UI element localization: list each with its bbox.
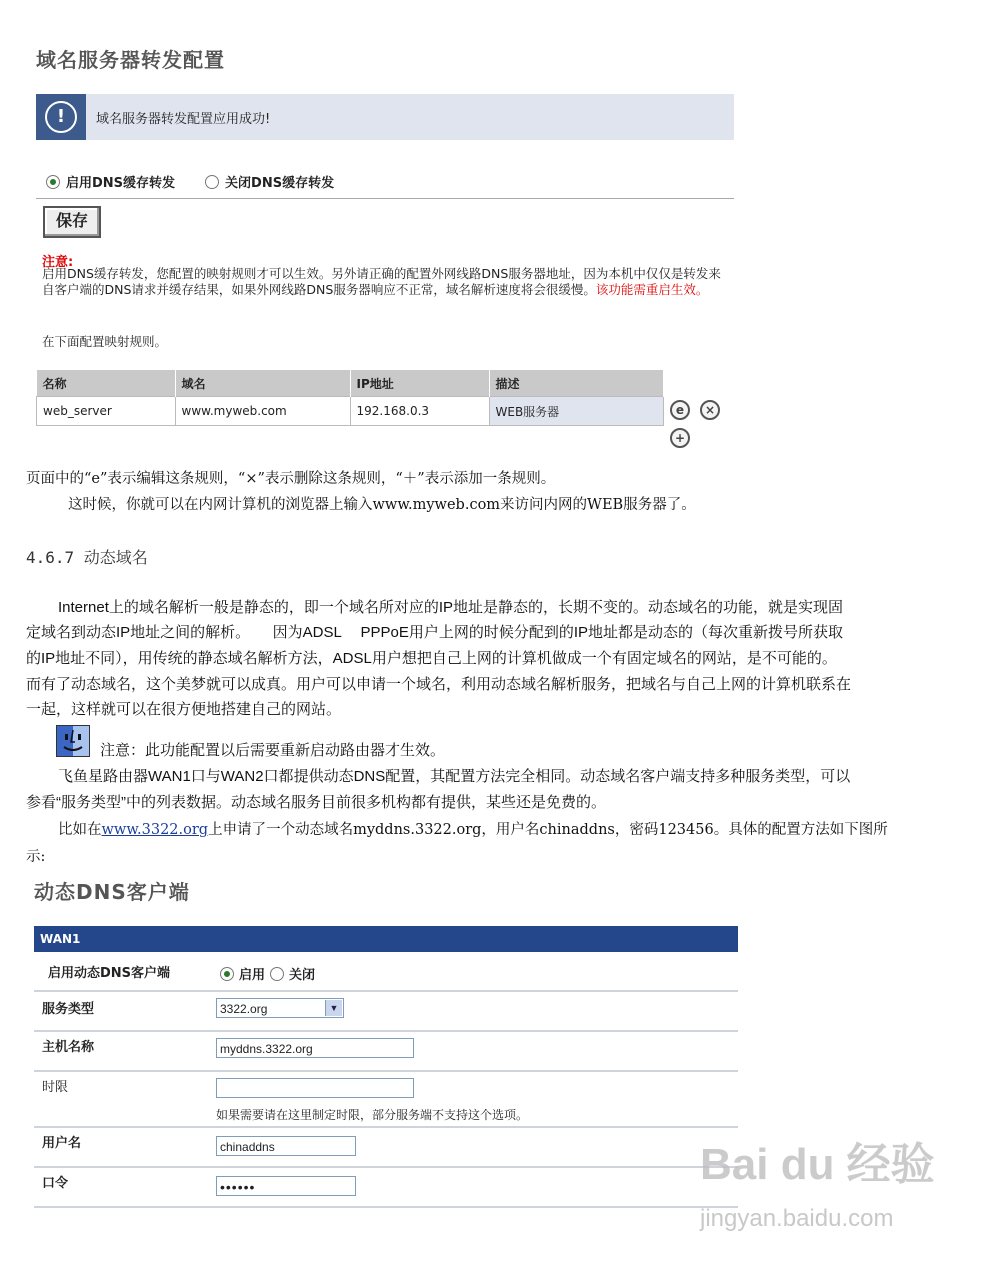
ddns-client-title: 动态DNS客户端 <box>34 880 190 904</box>
restart-note: 注意：此功能配置以后需要重新启动路由器才生效。 <box>100 742 446 759</box>
wan1-header: WAN1 <box>34 926 738 952</box>
delete-icon[interactable]: × <box>700 400 720 420</box>
example-post: 上申请了一个动态域名myddns.3322.org，用户名chinaddns，密码123456。具体的配置方法如下图所 <box>208 822 888 838</box>
add-icon[interactable]: + <box>670 428 690 448</box>
note-title: 注意: <box>42 255 74 270</box>
example-pre: 比如在 <box>58 822 102 838</box>
ddns-intro-line3: 的IP地址不同），用传统的静态域名解析方法，ADSL用户想把自己上网的计算机做成一个有固定域名的网站，是不可能的。 <box>26 650 837 667</box>
ddns-intro-line2: 定域名到动态IP地址之间的解析。 因为ADSL PPPoE用户上网的时候分配到的IP地址都是动态的（每次重新拨号所获取 <box>26 624 844 641</box>
doc-paragraph-access: 这时候，你就可以在内网计算机的浏览器上输入www.myweb.com来访问内网的WEB服务器了。 <box>68 497 696 513</box>
dns-cache-radio-group <box>46 172 334 191</box>
row-password <box>34 1168 738 1208</box>
password-input[interactable]: •••••• <box>216 1176 356 1196</box>
host-name-input[interactable]: myddns.3322.org <box>216 1038 414 1058</box>
success-alert <box>36 94 734 140</box>
service-type-value: 3322.org <box>220 1002 268 1016</box>
table-row <box>37 397 664 426</box>
radio-ddns-enable[interactable] <box>220 967 234 981</box>
save-button[interactable]: 保存 <box>43 206 101 238</box>
col-desc: 描述 <box>489 370 664 397</box>
ddns-intro-line4: 而有了动态域名，这个美梦就可以成真。用户可以申请一个域名，利用动态域名解析服务，把域名与自己上网的计算机联系在 <box>26 676 852 693</box>
row-service-type <box>34 992 738 1032</box>
time-limit-input[interactable] <box>216 1078 414 1098</box>
dns-forward-title: 域名服务器转发配置 <box>36 48 225 72</box>
cell-domain: www.myweb.com <box>175 397 350 426</box>
row-time-limit <box>34 1072 738 1128</box>
col-name: 名称 <box>37 370 176 397</box>
alert-message: 域名服务器转发配置应用成功! <box>96 112 271 127</box>
col-ip: IP地址 <box>350 370 489 397</box>
radio-enable-dns-cache[interactable] <box>46 175 60 189</box>
radio-ddns-disable-label: 关闭 <box>289 968 316 983</box>
radio-enable-label: 启用DNS缓存转发 <box>66 176 176 191</box>
enable-radio-group <box>220 964 315 983</box>
example-paragraph-line1 <box>58 818 888 839</box>
baidu-watermark-url: jingyan.baidu.com <box>700 1205 894 1232</box>
radio-disable-label: 关闭DNS缓存转发 <box>225 176 335 191</box>
edit-icon[interactable]: e <box>670 400 690 420</box>
exclamation-icon: ! <box>45 101 77 133</box>
wan-paragraph-line2: 参看“服务类型”中的列表数据。动态域名服务目前很多机构都有提供，某些还是免费的。 <box>26 794 606 811</box>
cell-desc: WEB服务器 <box>489 397 664 426</box>
username-input[interactable]: chinaddns <box>216 1136 356 1156</box>
alert-icon-box <box>36 94 86 140</box>
doc-paragraph-icons: 页面中的“e”表示编辑这条规则，“×”表示删除这条规则，“＋”表示添加一条规则。 <box>26 471 556 487</box>
row-username <box>34 1128 738 1168</box>
col-domain: 域名 <box>175 370 350 397</box>
chevron-down-icon[interactable]: ▼ <box>325 1000 342 1016</box>
cell-ip: 192.168.0.3 <box>350 397 489 426</box>
ddns-intro-line1: Internet上的域名解析一般是静态的，即一个域名所对应的IP地址是静态的，长期不变的。动态域名的功能，就是实现固 <box>58 599 844 616</box>
enable-ddns-label: 启用动态DNS客户端 <box>48 966 171 981</box>
section-heading: 4.6.7 动态域名 <box>26 548 148 567</box>
note-body: 启用DNS缓存转发，您配置的映射规则才可以生效。另外请正确的配置外网线路DNS服务器地址，因为本机中仅仅是转发来自客户端的DNS请求并缓存结果，如果外网线路DNS服务器响应不正常，域名解析速度将会很缓慢。 <box>42 266 721 297</box>
username-label: 用户名 <box>42 1136 82 1151</box>
divider <box>36 198 734 199</box>
service-type-select[interactable] <box>216 998 344 1018</box>
example-paragraph-line2: 示: <box>26 849 46 865</box>
password-label: 口令 <box>42 1176 69 1191</box>
row-host-name <box>34 1032 738 1072</box>
table-header-row <box>37 370 664 397</box>
radio-ddns-enable-label: 启用 <box>239 968 266 983</box>
time-limit-label: 时限 <box>42 1080 69 1095</box>
note-face-icon <box>56 725 90 757</box>
service-type-label: 服务类型 <box>42 1002 95 1017</box>
mapping-rules-table <box>36 370 664 426</box>
wan-paragraph-line1: 飞鱼星路由器WAN1口与WAN2口都提供动态DNS配置，其配置方法完全相同。动态域名客户端支持多种服务类型，可以 <box>58 768 851 785</box>
note-red-text: 该功能需重启生效。 <box>595 282 709 297</box>
cell-name: web_server <box>37 397 176 426</box>
radio-disable-dns-cache[interactable] <box>205 175 219 189</box>
config-rules-hint: 在下面配置映射规则。 <box>42 334 168 349</box>
note-text <box>42 266 732 298</box>
baidu-watermark: Bai du 经验 <box>700 1140 935 1189</box>
row-enable-ddns <box>34 952 738 992</box>
time-limit-hint: 如果需要请在这里制定时限，部分服务端不支持这个选项。 <box>216 1108 529 1122</box>
host-name-label: 主机名称 <box>42 1040 95 1055</box>
radio-ddns-disable[interactable] <box>270 967 284 981</box>
link-3322[interactable]: www.3322.org <box>101 822 209 838</box>
ddns-intro-line5: 一起，这样就可以在很方便地搭建自己的网站。 <box>26 701 342 718</box>
